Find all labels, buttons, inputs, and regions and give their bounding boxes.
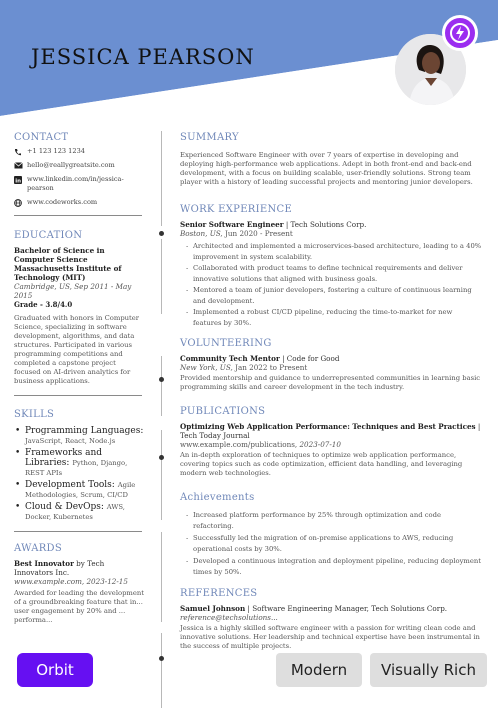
contact-website-text: www.codeworks.com — [27, 198, 98, 206]
skills-heading: SKILLS — [14, 409, 55, 420]
achievements-heading: Achievements — [180, 492, 255, 503]
skill-title: Development Tools: — [25, 480, 115, 490]
award-description: Awarded for leading the development of a groundbreaking feature that in... user engagement by 20% and ... performa... — [14, 589, 145, 624]
reference-entry — [180, 604, 482, 651]
award-meta: www.example.com, 2023-12-15 — [14, 577, 128, 586]
contact-linkedin-text: www.linkedin.com/in/jessica-pearson — [27, 175, 124, 192]
svg-text:in: in — [15, 178, 22, 184]
right-column — [180, 124, 482, 651]
template-tag-modern[interactable]: Modern — [276, 653, 362, 687]
skill-title: Cloud & DevOps: — [25, 502, 104, 512]
resume-header — [0, 0, 498, 116]
contact-list — [14, 147, 144, 207]
award-title: Best Innovator — [14, 559, 74, 568]
volunteering-text: Provided mentorship and guidance to underrepresented communities in learning basic programming skills and career development in the tech industry. — [180, 374, 481, 391]
volunteering-heading: VOLUNTEERING — [180, 338, 272, 349]
volunteering-org: | Code for Good — [282, 354, 340, 363]
reference-title: | Software Engineering Manager, Tech Solutions Corp. — [247, 604, 448, 613]
timeline-line — [161, 239, 162, 314]
education-entry — [14, 246, 144, 386]
mail-icon — [14, 162, 24, 169]
work-bullet: - Architected and implemented a microservices-based architecture, leading to a 40% improvement in system scalability. — [180, 241, 482, 262]
education-school: Massachusetts Institute of Technology (MIT) — [14, 264, 122, 282]
timeline-line — [161, 131, 162, 226]
education-grade: Grade - 3.8/4.0 — [14, 300, 73, 309]
skill-item — [25, 502, 144, 522]
timeline-line — [161, 633, 162, 708]
timeline-dot — [159, 656, 164, 661]
phone-icon — [14, 148, 24, 156]
work-role: Senior Software Engineer — [180, 220, 284, 229]
timeline-dot — [159, 455, 164, 460]
contact-phone[interactable] — [14, 147, 144, 156]
section-divider — [14, 395, 142, 396]
references-heading: REFERENCES — [180, 588, 258, 599]
volunteering-entry — [180, 354, 482, 392]
volunteering-location: New York, US, — [180, 363, 233, 372]
award-entry — [14, 559, 144, 625]
work-dates: Jun 2020 - Present — [222, 229, 293, 238]
work-heading: WORK EXPERIENCE — [180, 204, 293, 215]
education-degree: Bachelor of Science in Computer Science — [14, 246, 105, 264]
contact-phone-text: +1 123 123 1234 — [27, 147, 85, 155]
reference-name: Samuel Johnson — [180, 604, 246, 613]
achievement-bullet: - Successfully led the migration of on-premise applications to AWS, reducing operational costs by 30%. — [180, 533, 482, 554]
skill-item — [25, 448, 144, 478]
volunteering-role: Community Tech Mentor — [180, 354, 280, 363]
publication-journal: | Tech Today Journal — [180, 422, 481, 440]
education-description: Graduated with honors in Computer Science, specializing in software development, algorithms, and data structures. Participated in various programming competitions and completed a capstone project focused on AI-driven analytics for business applications. — [14, 314, 140, 385]
reference-text: Jessica is a highly skilled software engineer with a passion for writing clean code and innovative solutions. Her leadership and technical expertise have been instrumental in the success of multiple projects. — [180, 624, 480, 650]
skills-list — [14, 426, 144, 522]
section-divider — [14, 531, 142, 532]
left-column — [14, 124, 144, 625]
template-tag-visually-rich[interactable]: Visually Rich — [370, 653, 487, 687]
linkedin-icon — [14, 175, 24, 184]
skill-detail: Python, Django, REST APIs — [25, 459, 128, 477]
education-heading: EDUCATION — [14, 230, 83, 241]
summary-text: Experienced Software Engineer with over 7 years of expertise in developing and deploying high-performance web applications. Adept in both front-end and back-end development, with a focus on building scalable, user-friendly solutions. Strong team player with a history of leading successful projects and mentoring junior developers. — [180, 151, 473, 186]
timeline-dot — [159, 231, 164, 236]
contact-linkedin[interactable] — [14, 175, 144, 193]
contact-email-text: hello@reallygreatsite.com — [27, 161, 115, 169]
work-bullets — [180, 241, 482, 328]
timeline-line — [161, 532, 162, 622]
achievement-bullet: - Increased platform performance by 25% through optimization and code refactoring. — [180, 510, 482, 531]
publication-title: Optimizing Web Application Performance: Techniques and Best Practices — [180, 422, 476, 431]
award-org: by Tech Innovators Inc. — [14, 559, 105, 577]
publication-text: An in-depth exploration of techniques to optimize web application performance, covering topics such as code optimization, efficient data handling, and leveraging modern web technologies. — [180, 451, 463, 477]
summary-heading: SUMMARY — [180, 132, 239, 143]
timeline-line — [161, 430, 162, 520]
contact-heading: CONTACT — [14, 132, 69, 143]
timeline-dot — [159, 377, 164, 382]
awards-heading: AWARDS — [14, 543, 63, 554]
skill-item — [25, 426, 144, 446]
candidate-name: JESSICA PEARSON — [31, 45, 255, 69]
work-entry — [180, 220, 482, 328]
timeline-line — [161, 356, 162, 416]
education-meta: Cambridge, US, Sep 2011 - May 2015 — [14, 282, 132, 300]
lightning-badge-icon — [442, 15, 478, 51]
work-company: | Tech Solutions Corp. — [285, 220, 367, 229]
skill-item — [25, 480, 144, 500]
skill-detail: AWS, Docker, Kubernetes — [25, 503, 125, 521]
contact-email[interactable] — [14, 161, 144, 170]
publication-entry — [180, 422, 482, 478]
skill-title: Frameworks and Libraries: — [25, 448, 103, 468]
skill-detail: Agile Methodologies, Scrum, CI/CD — [25, 481, 136, 499]
work-location: Boston, US, — [180, 229, 223, 238]
contact-website[interactable] — [14, 198, 144, 207]
skill-title: Programming Languages: — [25, 426, 144, 436]
work-bullet: - Collaborated with product teams to define technical requirements and deliver innovative solutions that aligned with business goals. — [180, 263, 482, 284]
globe-icon — [14, 199, 24, 207]
volunteering-dates: Jan 2022 to Present — [232, 363, 308, 372]
achievement-bullet: - Developed a continuous integration and deployment pipeline, reducing deployment times by 50%. — [180, 556, 482, 577]
work-bullet: - Implemented a robust CI/CD pipeline, reducing the time-to-market for new features by 30%. — [180, 307, 482, 328]
achievements-bullets — [180, 510, 482, 577]
reference-meta: reference@techsolutions... — [180, 613, 278, 622]
publication-link[interactable]: www.example.com/publications, — [180, 440, 298, 449]
publication-date: 2023-07-10 — [297, 440, 341, 449]
work-bullet: - Mentored a team of junior developers, fostering a culture of continuous learning and development. — [180, 285, 482, 306]
publications-heading: PUBLICATIONS — [180, 406, 266, 417]
template-tag-orbit[interactable]: Orbit — [17, 653, 93, 687]
skill-detail: JavaScript, React, Node.js — [25, 437, 116, 445]
section-divider — [14, 215, 142, 216]
